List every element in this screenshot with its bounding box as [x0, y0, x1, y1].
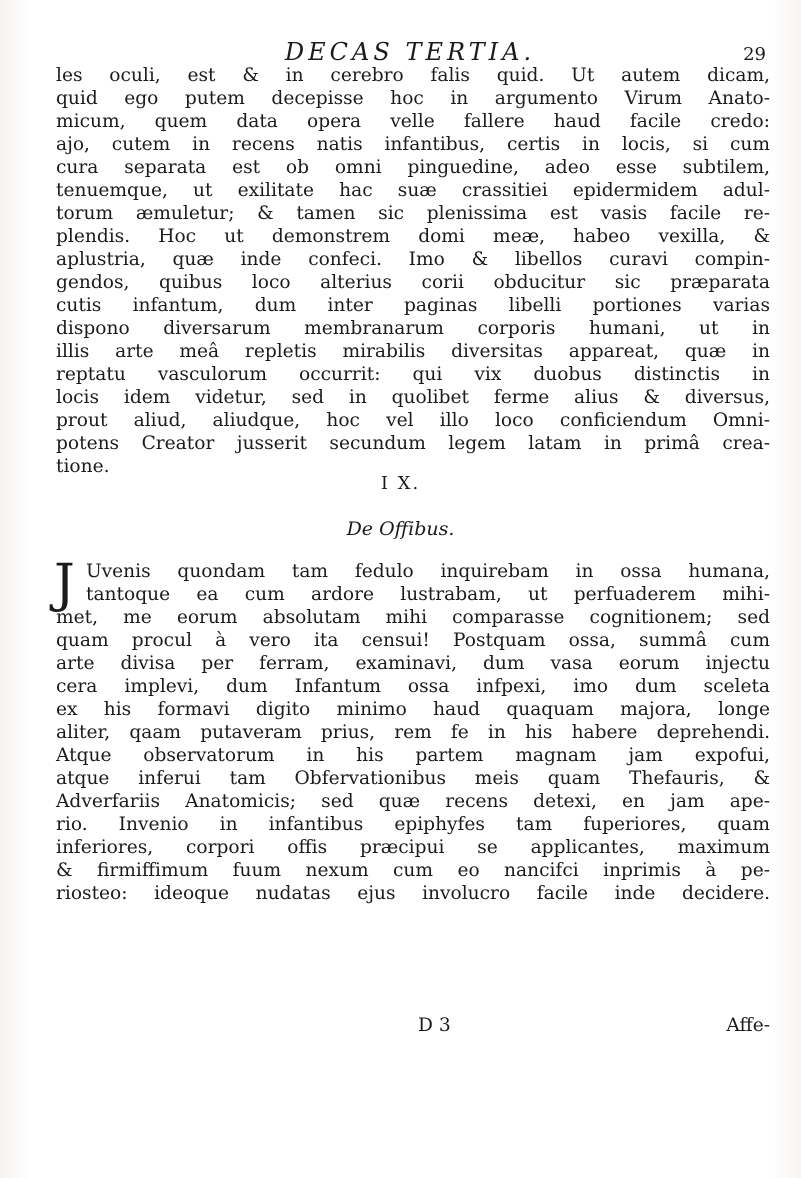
text-line: cutis infantum, dum inter paginas libelli portiones varias — [56, 295, 770, 316]
text-line: aliter, qaam putaveram prius, rem fe in his habere deprehendi. — [56, 722, 770, 743]
text-line: locis idem videtur, sed in quolibet ferme alius & diversus, — [56, 387, 770, 408]
text-line: Atque observatorum in his partem magnam jam expofui, — [56, 745, 770, 766]
page-number: 29 — [743, 44, 766, 65]
text-line: cura separata est ob omni pinguedine, adeo esse subtilem, — [56, 157, 770, 178]
signature-mark: D 3 — [418, 1015, 451, 1036]
section-number: I X. — [380, 473, 421, 494]
text-line: riosteo: ideoque nudatas ejus involucro facile inde decidere. — [56, 883, 770, 904]
text-line: ajo, cutem in recens natis infantibus, certis in locis, si cum — [56, 134, 770, 155]
text-line: atque inferui tam Obfervationibus meis quam Thefauris, & — [56, 768, 770, 789]
text-line: rio. Invenio in infantibus epiphyfes tam fuperiores, quam — [56, 814, 770, 835]
drop-cap: J — [54, 554, 75, 614]
text-line: inferiores, corpori offis præcipui se applicantes, maximum — [56, 837, 770, 858]
footer-line — [56, 1015, 770, 1039]
text-line: & firmiffimum fuum nexum cum eo nancifci inprimis à pe- — [56, 860, 770, 881]
text-line: micum, quem data opera velle fallere haud facile credo: — [56, 111, 770, 132]
text-line: Adverfariis Anatomicis; sed quæ recens detexi, en jam ape- — [56, 791, 770, 812]
text-line: gendos, quibus loco alterius corii obducitur sic præparata — [56, 272, 770, 293]
paragraph-continued — [56, 64, 770, 478]
text-line: met, me eorum absolutam mihi comparasse cognitionem; sed — [56, 607, 770, 628]
text-line: ex his formavi digito minimo haud quaquam majora, longe — [56, 699, 770, 720]
text-line: tione. — [56, 456, 110, 477]
text-line: illis arte meâ repletis mirabilis diversitas appareat, quæ in — [56, 341, 770, 362]
text-line: quid ego putem decepisse hoc in argumento Virum Anato- — [56, 88, 770, 109]
text-line: prout aliud, aliudque, hoc vel illo loco conficiendum Omni- — [56, 410, 770, 431]
catchword: Affe- — [726, 1015, 770, 1036]
text-line: torum æmuletur; & tamen sic plenissima est vasis facile re- — [56, 203, 770, 224]
text-line: potens Creator jusserit secundum legem latam in primâ crea- — [56, 433, 770, 454]
section-title: De Offibus. — [346, 518, 455, 540]
text-line: cera implevi, dum Infantum ossa infpexi, imo dum sceleta — [56, 676, 770, 697]
paragraph-section-ix — [54, 554, 770, 905]
text-line: plendis. Hoc ut demonstrem domi meæ, habeo vexilla, & — [56, 226, 770, 247]
text-line: arte divisa per ferram, examinavi, dum vasa eorum injectu — [56, 653, 770, 674]
text-line: aplustria, quæ inde confeci. Imo & libellos curavi compin- — [56, 249, 770, 270]
text-line: dispono diversarum membranarum corporis humani, ut in — [56, 318, 770, 339]
text-line: Uvenis quondam tam fedulo inquirebam in ossa humana, — [86, 561, 770, 582]
text-line: quam procul à vero ita censui! Postquam ossa, summâ cum — [56, 630, 770, 651]
text-line: reptatu vasculorum occurrit: qui vix duobus distinctis in — [56, 364, 770, 385]
text-line: les oculi, est & in cerebro falis quid. Ut autem dicam, — [56, 65, 770, 86]
text-line: tenuemque, ut exilitate hac suæ crassitiei epidermidem adul- — [56, 180, 770, 201]
running-title: DECAS TERTIA. — [284, 38, 536, 66]
text-line: tantoque ea cum ardore lustrabam, ut perfuaderem mihi- — [86, 584, 770, 605]
